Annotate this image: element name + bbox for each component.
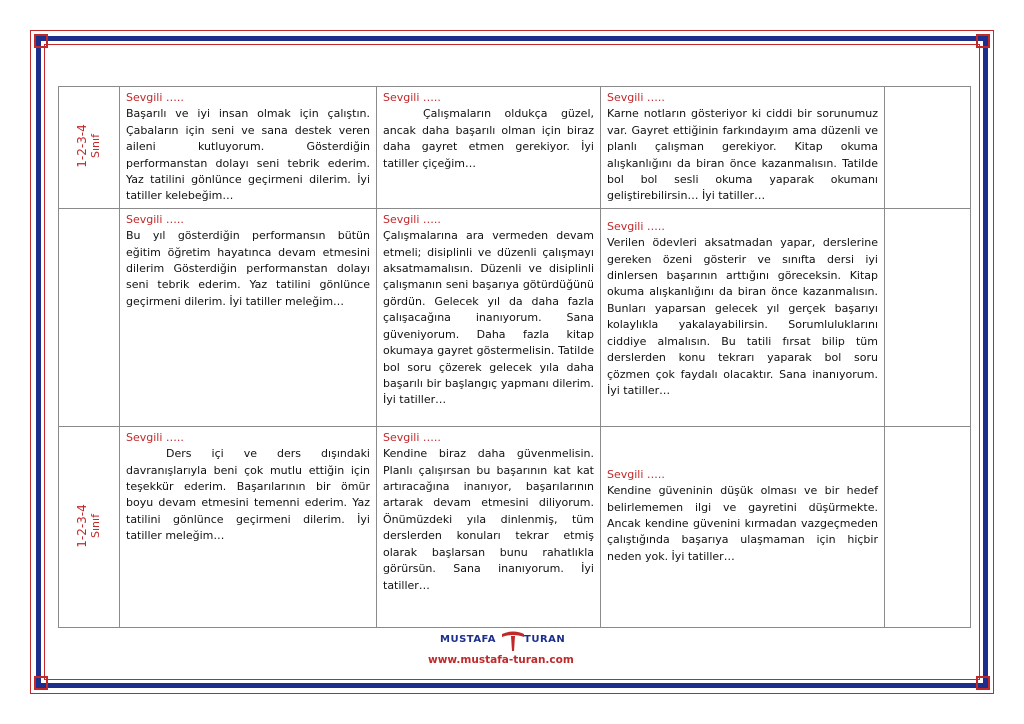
table-row xyxy=(59,87,971,209)
greeting: Sevgili ….. xyxy=(383,91,441,104)
comment-text: Ders içi ve ders dışındaki davranışlarıyla beni çok mutlu ettiğin için teşekkür ederim. Başarılarının bir ömür boyu devam etmesini temenni ederim. Yaz tatilini gönlünce geçirmeni dilerim. İyi tatiller meleğim… xyxy=(126,447,370,543)
grade-cell xyxy=(59,87,120,209)
comment-text: Bu yıl gösterdiğin performansın bütün eğitim öğretim hayatınca devam etmesini dilerim Gösterdiğin performanstan dolayı seni tebrik ederim. Yaz tatilini gönlünce geçirmeni dilerim. İyi tatiller meleğim… xyxy=(126,229,370,308)
empty-cell xyxy=(885,87,971,209)
logo-t-mark-icon xyxy=(500,630,526,652)
comment-cell xyxy=(377,87,601,209)
comment-cell xyxy=(120,426,377,627)
greeting: Sevgili ….. xyxy=(607,467,665,481)
comment-text: Kendine biraz daha güvenmelisin. Planlı çalışırsan bu başarının kat kat artıracağına inanıyor, başarılarının artarak devam etmesini diliyorum. Önümüzdeki yıla dinlenmiş, tüm derslerden konuları tekrar etmiş olarak başlarsan bunu rahatlıkla görürsün. Sana inanıyorum. İyi tatiller… xyxy=(383,447,594,592)
comment-text: Başarılı ve iyi insan olmak için çalıştın. Çabaların için seni ve sana destek veren aileni kutluyorum. Gösterdiğin performanstan dolayı seni tebrik ederim. Yaz tatilini gönlünce geçirmeni dilerim. İyi tatiller kelebeğim… xyxy=(126,107,370,203)
greeting: Sevgili ….. xyxy=(607,219,665,233)
greeting: Sevgili ….. xyxy=(126,212,184,226)
report-comments-table xyxy=(58,86,971,628)
comment-cell xyxy=(120,87,377,209)
corner-ornament-bottom-right xyxy=(976,676,990,690)
comment-cell xyxy=(601,426,885,627)
footer-logo xyxy=(424,628,594,672)
comment-text: Çalışmalarına ara vermeden devam etmeli; disiplinli ve düzenli çalışmayı aksatmamalısın. Düzenli ve disiplinli çalışmanın seni başarıya götürdüğünü gördün. Gelecek yıl da daha fazla çalışacağına inanıyorum. Sana güveniyorum. Daha fazla kitap okumaya gayret göstermelisin. Tatilde bol soru çözerek gelecek yıla daha başarılı bir başlangıç yapmanı dilerim. İyi tatiller… xyxy=(383,229,594,407)
corner-ornament-top-left xyxy=(34,34,48,48)
comment-text: Kendine güveninin düşük olması ve bir hedef belirlememen ilgi ve gayretini düşürmekte. Ancak kendine güvenini kırmadan vazgeçmeden çalıştığında başarıya ulaşmaman için hiçbir neden yok. İyi tatiller… xyxy=(607,484,878,563)
comment-cell xyxy=(377,208,601,426)
table-row xyxy=(59,426,971,627)
comment-cell xyxy=(601,208,885,426)
logo-brand-left: MUSTAFA xyxy=(440,634,496,645)
grade-cell xyxy=(59,208,120,426)
grade-label: 1-2-3-4 Sınıf xyxy=(75,503,102,548)
empty-cell xyxy=(885,208,971,426)
greeting: Sevgili ….. xyxy=(383,430,441,444)
greeting: Sevgili ….. xyxy=(607,91,665,104)
greeting: Sevgili ….. xyxy=(126,430,184,444)
corner-ornament-top-right xyxy=(976,34,990,48)
grade-label: 1-2-3-4 Sınıf xyxy=(75,124,102,168)
comment-text: Verilen ödevleri aksatmadan yapar, derslerine gereken özeni gösterir ve sınıfta dersi iyi dinlersen başarının arttığını göreceksin. Kitap okuma alışkanlığını da biran önce kazanmalısın. Bunları yaparsan gelecek yıl gerçek başarıyı kolaylıkla yakalayabilirsin. Sorumluluklarını ciddiye almalısın. Bu tatili fırsat bilip tüm derslerden konu tekrarı yaparak bol soru çözmen çok faydalı olacaktır. Sana inanıyorum. İyi tatiller… xyxy=(607,236,878,397)
empty-cell xyxy=(885,426,971,627)
greeting: Sevgili ….. xyxy=(126,91,184,104)
greeting: Sevgili ….. xyxy=(383,212,441,226)
footer-url-link[interactable]: www.mustafa-turan.com xyxy=(428,654,574,666)
comment-cell xyxy=(601,87,885,209)
comment-text: Karne notların gösteriyor ki ciddi bir sorunumuz var. Gayret ettiğinin farkındayım ama düzenli ve planlı çalışman gerekiyor. Kitap okuma alışkanlığını da biran önce kazanmalısın. Tatilde bol bol sesli okuma yaparak okumanı geliştirebilirsin… İyi tatiller… xyxy=(607,107,878,203)
grade-cell xyxy=(59,426,120,627)
comment-cell xyxy=(120,208,377,426)
comment-cell xyxy=(377,426,601,627)
table-row xyxy=(59,208,971,426)
corner-ornament-bottom-left xyxy=(34,676,48,690)
logo-brand-right: TURAN xyxy=(524,634,566,645)
comment-text: Çalışmaların oldukça güzel, ancak daha başarılı olman için biraz daha gayret etmen gerekiyor. İyi tatiller çiçeğim… xyxy=(383,107,594,170)
